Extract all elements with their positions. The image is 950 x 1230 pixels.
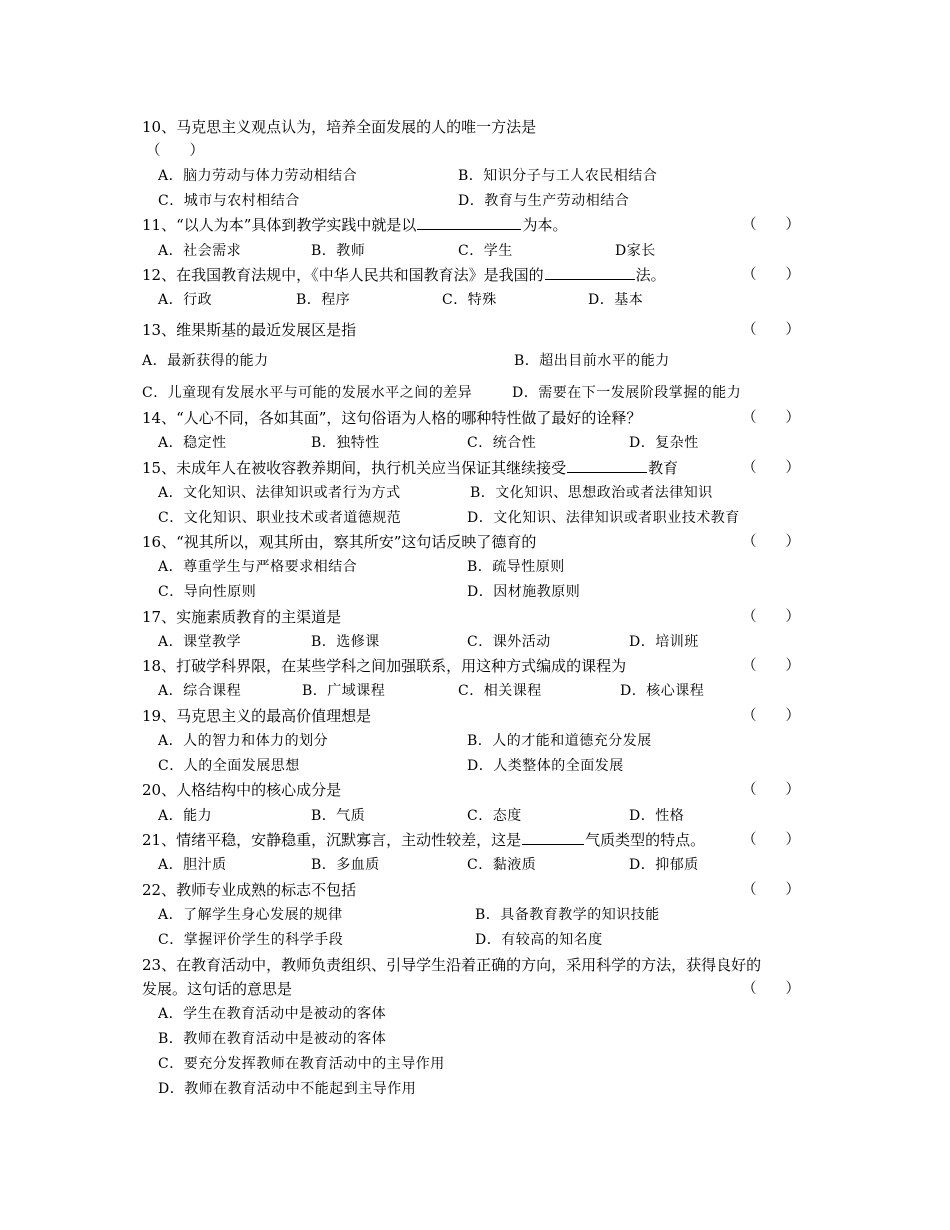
option-c: C．导向性原则 (158, 584, 257, 600)
answer-paren: （ ） (742, 217, 800, 233)
answer-paren: （ ） (742, 460, 800, 476)
option-b: B．具备教育教学的知识技能 (475, 907, 660, 923)
option-c: C．相关课程 (458, 683, 542, 699)
option-a: A．人的智力和体力的划分 (158, 733, 329, 749)
option-a: A．学生在教育活动中是被动的客体 (158, 1006, 387, 1022)
question-14: 14、“人心不同，各如其面”，这句俗语为人格的哪种特性做了最好的诠释？ (142, 409, 642, 427)
option-a: A．稳定性 (158, 435, 227, 451)
option-d: D．核心课程 (620, 683, 705, 699)
question-10: 10、马克思主义观点认为，培养全面发展的人的唯一方法是 (142, 118, 537, 136)
answer-paren: （ ） (742, 609, 800, 625)
option-a: A．社会需求 (158, 243, 242, 259)
option-a: A．了解学生身心发展的规律 (158, 907, 343, 923)
option-b: B．多血质 (311, 857, 380, 873)
answer-paren: （ ） (742, 832, 800, 848)
option-d: D．教育与生产劳动相结合 (458, 193, 630, 209)
option-c: C．黏液质 (467, 857, 537, 873)
answer-paren: （ ） (742, 782, 800, 798)
option-d: D．复杂性 (629, 435, 699, 451)
option-c: C．统合性 (467, 435, 537, 451)
option-d: D．人类整体的全面发展 (467, 758, 624, 774)
option-a: A．胆汁质 (158, 857, 227, 873)
option-a: A．课堂教学 (158, 634, 242, 650)
fill-blank (567, 458, 647, 473)
option-d: D．性格 (629, 808, 685, 824)
option-a: A．脑力劳动与体力劳动相结合 (158, 168, 358, 184)
option-c: C．儿童现有发展水平与可能的发展水平之间的差异 (142, 385, 473, 401)
option-c: C．文化知识、职业技术或者道德规范 (158, 510, 402, 526)
answer-paren: （ ） (742, 981, 800, 997)
option-b: B．疏导性原则 (467, 559, 565, 575)
option-d: D．抑郁质 (629, 857, 699, 873)
question-22: 22、教师专业成熟的标志不包括 (142, 881, 357, 899)
question-20: 20、人格结构中的核心成分是 (142, 781, 342, 799)
fill-blank (417, 215, 521, 230)
option-a: A．能力 (158, 808, 213, 824)
option-b: B．文化知识、思想政治或者法律知识 (470, 485, 713, 501)
answer-paren: （ ） (742, 322, 800, 338)
question-16: 16、“视其所以，观其所由，察其所安”这句话反映了德育的 (142, 533, 537, 551)
option-c: C．态度 (467, 808, 522, 824)
option-d: D．需要在下一发展阶段掌握的能力 (512, 385, 742, 401)
question-15: 15、未成年人在被收容教养期间，执行机关应当保证其继续接受 教育 (142, 459, 679, 477)
option-a: A．行政 (158, 292, 213, 308)
option-b: B．程序 (296, 292, 351, 308)
option-d: D．文化知识、法律知识或者职业技术教育 (467, 510, 740, 526)
option-b: B．教师 (311, 243, 366, 259)
answer-paren: （ ） (742, 410, 800, 426)
answer-paren: （ ） (742, 708, 800, 724)
option-b: B．人的才能和道德充分发展 (467, 733, 652, 749)
option-c: C．特殊 (442, 292, 497, 308)
question-23: 23、在教育活动中，教师负责组织、引导学生沿着正确的方向，采用科学的方法，获得良好的 (142, 956, 762, 974)
option-c: C．课外活动 (467, 634, 551, 650)
answer-paren: （ ） (742, 534, 800, 550)
answer-paren: （ ） (146, 143, 204, 159)
option-c: C．人的全面发展思想 (158, 758, 300, 774)
option-c: C．要充分发挥教师在教育活动中的主导作用 (158, 1056, 445, 1072)
question-11: 11、“以人为本”具体到教学实践中就是以 为本。 (142, 216, 568, 234)
question-23-line2: 发展。这句话的意思是 (142, 980, 293, 998)
question-13: 13、维果斯基的最近发展区是指 (142, 321, 357, 339)
fill-blank (545, 265, 635, 280)
fill-blank (522, 830, 584, 845)
option-d: D．教师在教育活动中不能起到主导作用 (158, 1081, 417, 1097)
option-d: D．基本 (588, 292, 644, 308)
option-b: B．独特性 (311, 435, 380, 451)
question-17: 17、实施素质教育的主渠道是 (142, 608, 342, 626)
option-d: D．培训班 (629, 634, 699, 650)
option-b: B．选修课 (311, 634, 380, 650)
option-a: A．尊重学生与严格要求相结合 (158, 559, 358, 575)
option-b: B．气质 (311, 808, 366, 824)
answer-paren: （ ） (742, 267, 800, 283)
option-b: B．广域课程 (302, 683, 386, 699)
option-a: A．文化知识、法律知识或者行为方式 (158, 485, 401, 501)
option-a: A．综合课程 (158, 683, 242, 699)
answer-paren: （ ） (742, 658, 800, 674)
question-12: 12、在我国教育法规中，《中华人民共和国教育法》是我国的 法。 (142, 266, 666, 284)
option-b: B．知识分子与工人农民相结合 (458, 168, 658, 184)
option-c: C．城市与农村相结合 (158, 193, 300, 209)
option-d: D．因材施教原则 (467, 584, 581, 600)
question-21: 21、情绪平稳，安静稳重，沉默寡言，主动性较差，这是 气质类型的特点。 (142, 831, 706, 849)
question-18: 18、打破学科界限，在某些学科之间加强联系，用这种方式编成的课程为 (142, 657, 627, 675)
option-d: D．有较高的知名度 (475, 932, 603, 948)
option-b: B．超出目前水平的能力 (514, 353, 670, 369)
answer-paren: （ ） (742, 882, 800, 898)
option-c: C．掌握评价学生的科学手段 (158, 932, 344, 948)
question-19: 19、马克思主义的最高价值理想是 (142, 707, 372, 725)
option-d: D家长 (615, 243, 656, 259)
option-a: A．最新获得的能力 (142, 353, 269, 369)
option-b: B．教师在教育活动中是被动的客体 (158, 1031, 387, 1047)
option-c: C．学生 (458, 243, 513, 259)
